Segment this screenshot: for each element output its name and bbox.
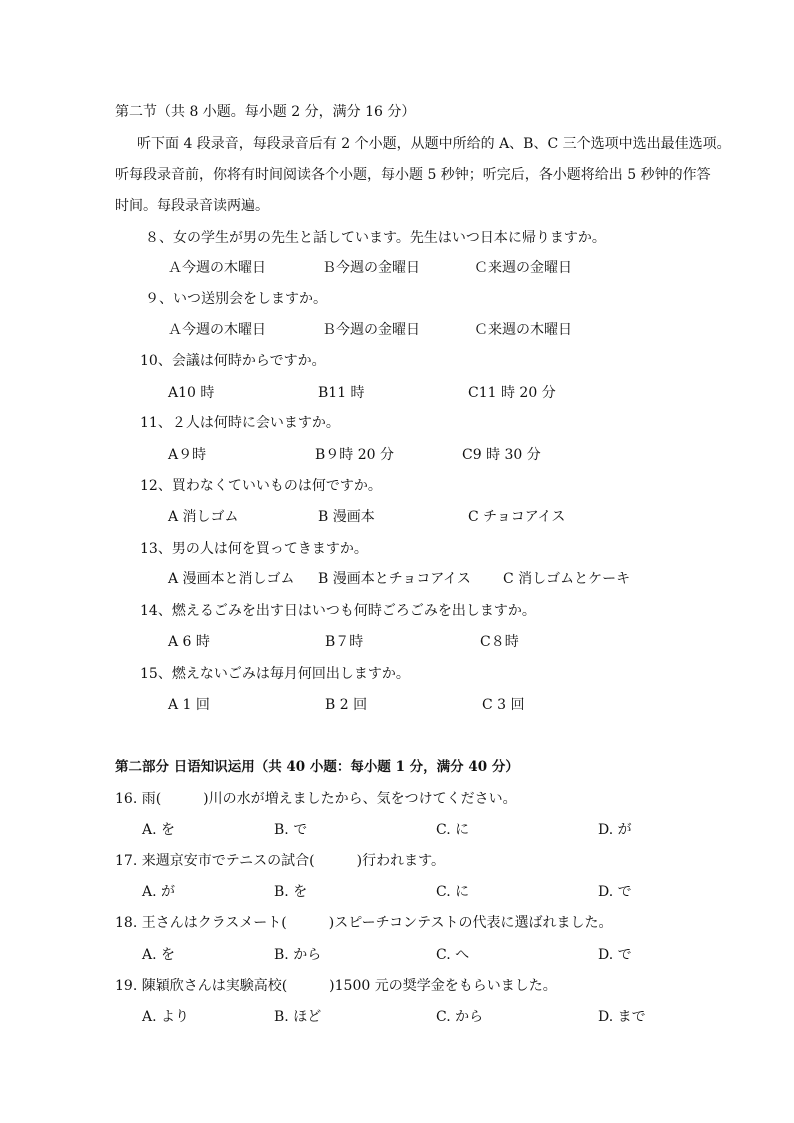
option-14b: B７時	[325, 634, 364, 650]
option-13a: A 漫画本と消しゴム	[168, 571, 295, 587]
option-19a: A. より	[142, 1009, 190, 1025]
section2-heading: 第二节（共 8 小题。每小题 2 分，满分 16 分）	[115, 104, 416, 120]
option-18b: B. から	[274, 947, 322, 963]
option-17b: B. を	[274, 884, 308, 900]
option-10b: B11 時	[318, 385, 365, 401]
option-17d: D. で	[598, 884, 632, 900]
question-16: 16. 雨( )川の水が増えましたから、気をつけてください。	[115, 791, 517, 807]
option-12c: C チョコアイス	[468, 509, 566, 525]
option-18a: A. を	[142, 947, 176, 963]
option-16d: D. が	[598, 822, 632, 838]
option-11a: A９時	[168, 447, 207, 463]
option-13c: C 消しゴムとケーキ	[503, 571, 631, 587]
option-19c: C. から	[436, 1009, 484, 1025]
option-9c: Ｃ来週の木曜日	[474, 322, 572, 338]
question-9: ９、いつ送別会をしますか。	[145, 291, 327, 307]
option-9b: Ｂ今週の金曜日	[322, 322, 420, 338]
instruction-line-1: 听下面 4 段录音，每段录音后有 2 个小题，从题中所给的 A、B、C 三个选项中选出最佳选项。	[137, 136, 731, 152]
option-18c: C. へ	[436, 947, 470, 963]
option-11c: C9 時 30 分	[462, 447, 541, 463]
question-17: 17. 来週京安市でテニスの試合( )行われます。	[115, 853, 445, 869]
option-8a: Ａ今週の木曜日	[168, 260, 266, 276]
option-15c: C 3 回	[482, 697, 525, 713]
option-14c: C８時	[480, 634, 519, 650]
option-9a: Ａ今週の木曜日	[168, 322, 266, 338]
option-19d: D. まで	[598, 1009, 646, 1025]
part2-heading: 第二部分 日语知识运用（共 40 小题：每小题 1 分，满分 40 分）	[115, 759, 519, 775]
option-10c: C11 時 20 分	[468, 385, 556, 401]
question-14: 14、燃えるごみを出す日はいつも何時ごろごみを出しますか。	[140, 603, 536, 619]
option-19b: B. ほど	[274, 1009, 322, 1025]
option-18d: D. で	[598, 947, 632, 963]
option-8b: Ｂ今週の金曜日	[322, 260, 420, 276]
option-15b: B 2 回	[325, 697, 368, 713]
question-12: 12、買わなくていいものは何ですか。	[140, 478, 382, 494]
option-16b: B. で	[274, 822, 308, 838]
option-15a: A 1 回	[168, 697, 210, 713]
option-13b: B 漫画本とチョコアイス	[318, 571, 471, 587]
option-14a: A 6 時	[168, 634, 210, 650]
question-8: ８、女の学生が男の先生と話しています。先生はいつ日本に帰りますか。	[145, 230, 606, 246]
option-16a: A. を	[142, 822, 176, 838]
option-12b: B 漫画本	[318, 509, 375, 525]
question-10: 10、会議は何時からですか。	[140, 353, 326, 369]
option-16c: C. に	[436, 822, 470, 838]
question-13: 13、男の人は何を買ってきますか。	[140, 541, 368, 557]
question-15: 15、燃えないごみは毎月何回出しますか。	[140, 666, 410, 682]
question-19: 19. 陳穎欣さんは実験高校( )1500 元の奨学金をもらいました。	[115, 978, 557, 994]
option-11b: B９時 20 分	[315, 447, 395, 463]
question-11: 11、２人は何時に会いますか。	[140, 415, 340, 431]
question-18: 18. 王さんはクラスメート( )スピーチコンテストの代表に選ばれました。	[115, 915, 613, 931]
option-17c: C. に	[436, 884, 470, 900]
option-8c: Ｃ来週の金曜日	[474, 260, 572, 276]
option-10a: A10 時	[168, 385, 215, 401]
option-17a: A. が	[142, 884, 176, 900]
instruction-line-3: 时间。每段录音读两遍。	[115, 198, 269, 214]
option-12a: A 消しゴム	[168, 509, 239, 525]
instruction-line-2: 听每段录音前，你将有时间阅读各个小题，每小题 5 秒钟；听完后，各小题将给出 5 秒钟的作答	[115, 167, 711, 183]
